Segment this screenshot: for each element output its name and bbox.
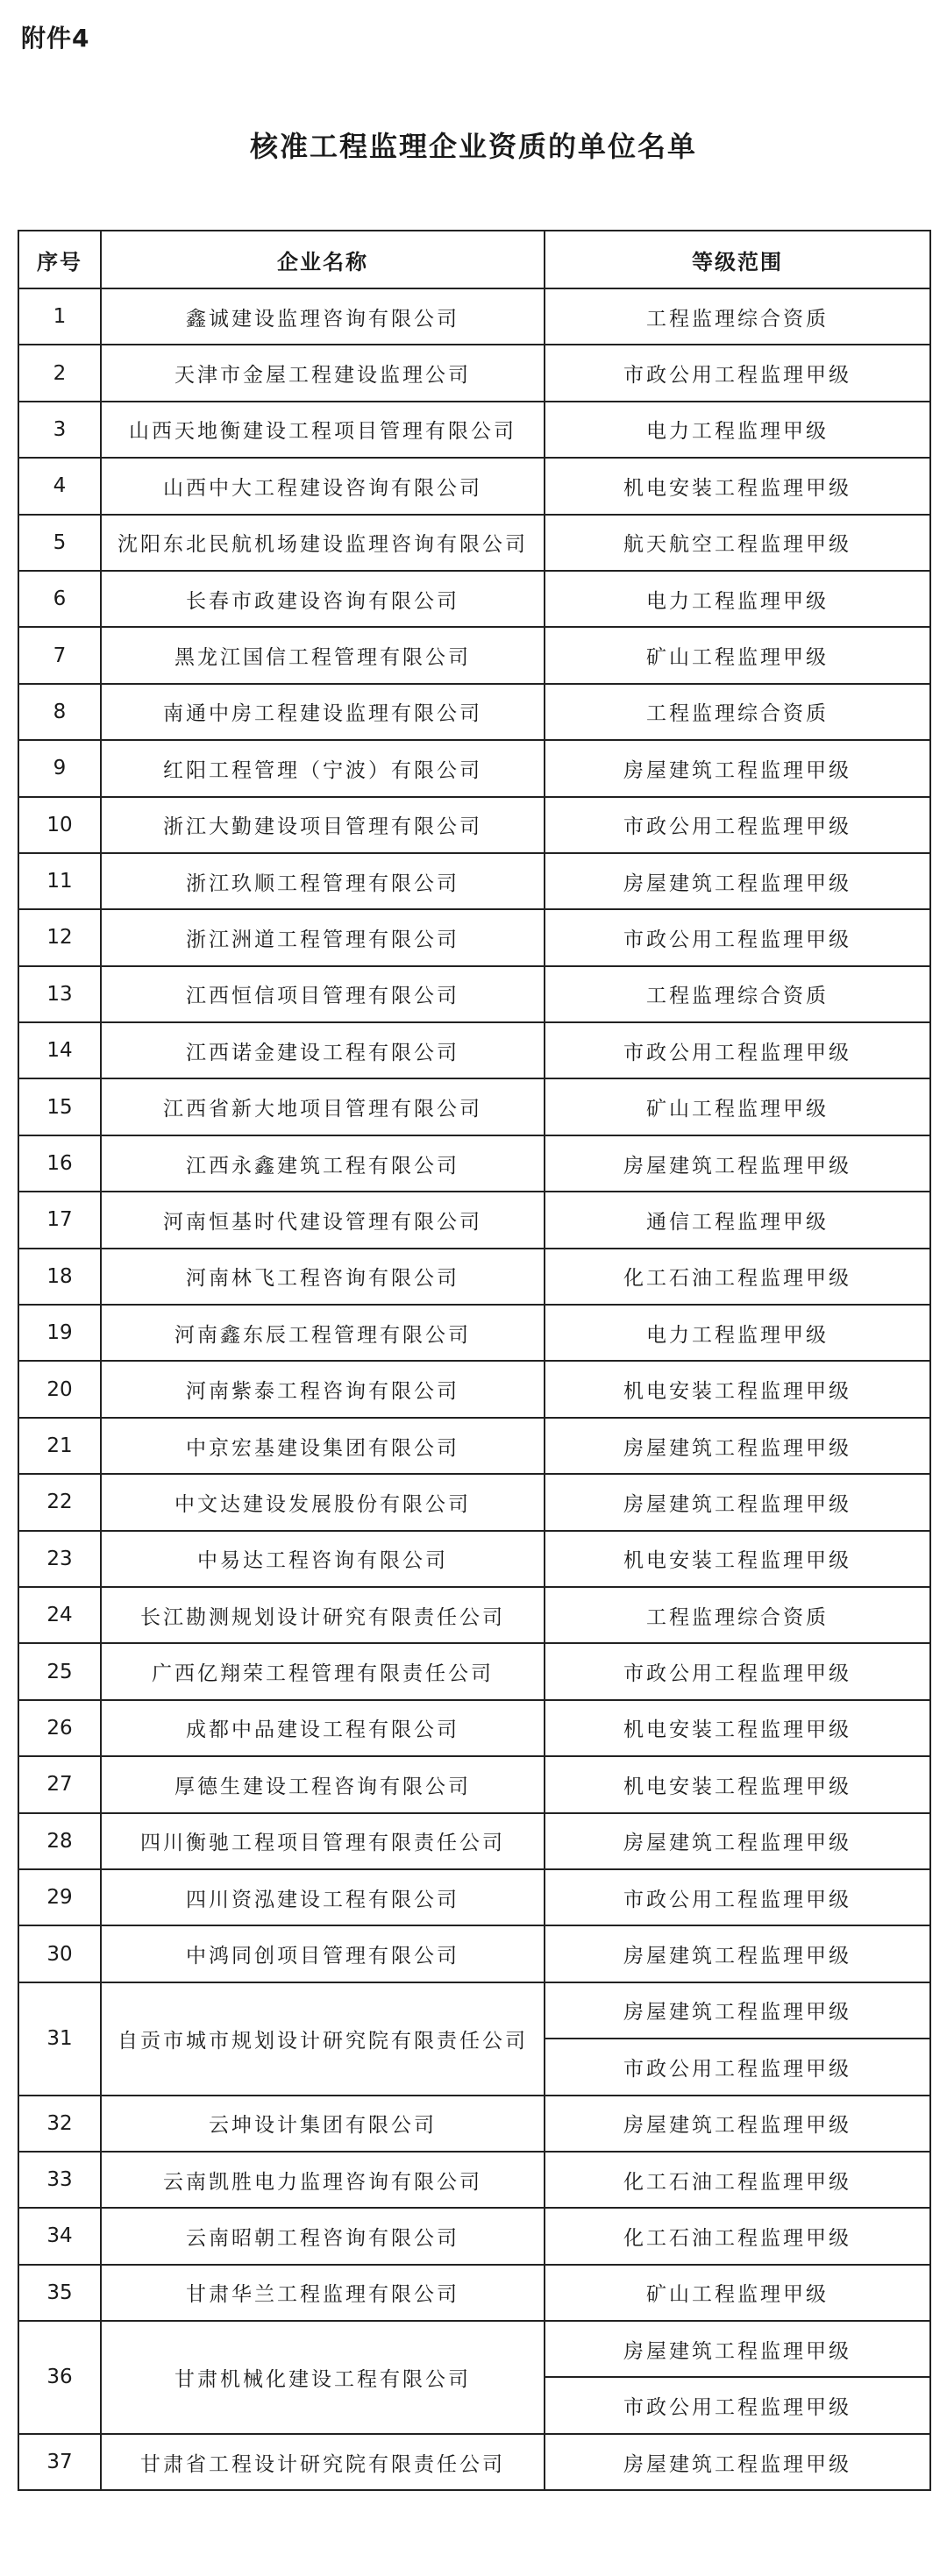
row-number: 12 <box>18 909 101 965</box>
qualification-scope: 矿山工程监理甲级 <box>545 1078 930 1135</box>
row-number: 22 <box>18 1474 101 1530</box>
qualification-scope: 市政公用工程监理甲级 <box>545 909 930 965</box>
column-header-name: 企业名称 <box>101 231 545 288</box>
column-header-number: 序号 <box>18 231 101 288</box>
row-number: 36 <box>18 2321 101 2434</box>
qualification-scope: 机电安装工程监理甲级 <box>545 1531 930 1587</box>
table-row <box>18 2434 930 2490</box>
row-number: 18 <box>18 1249 101 1305</box>
table-row <box>18 515 930 571</box>
table-row <box>18 1700 930 1756</box>
enterprise-name: 天津市金屋工程建设监理公司 <box>101 345 545 401</box>
table-row <box>18 458 930 514</box>
row-number: 31 <box>18 1982 101 2096</box>
row-number: 27 <box>18 1756 101 1812</box>
enterprise-name: 中文达建设发展股份有限公司 <box>101 1474 545 1530</box>
enterprise-name: 浙江洲道工程管理有限公司 <box>101 909 545 965</box>
qualification-scope: 房屋建筑工程监理甲级 <box>545 1982 930 2039</box>
enterprise-name: 成都中品建设工程有限公司 <box>101 1700 545 1756</box>
qualification-scope: 矿山工程监理甲级 <box>545 627 930 683</box>
qualification-scope: 市政公用工程监理甲级 <box>545 1869 930 1925</box>
enterprise-name: 河南林飞工程咨询有限公司 <box>101 1249 545 1305</box>
column-header-scope: 等级范围 <box>545 231 930 288</box>
row-number: 4 <box>18 458 101 514</box>
enterprise-name: 河南紫泰工程咨询有限公司 <box>101 1361 545 1417</box>
row-number: 15 <box>18 1078 101 1135</box>
qualification-scope: 化工石油工程监理甲级 <box>545 2208 930 2264</box>
row-number: 2 <box>18 345 101 401</box>
table-row <box>18 571 930 627</box>
enterprise-name: 广西亿翔荣工程管理有限责任公司 <box>101 1643 545 1699</box>
table-row <box>18 1531 930 1587</box>
qualification-scope: 电力工程监理甲级 <box>545 571 930 627</box>
qualification-scope: 市政公用工程监理甲级 <box>545 797 930 853</box>
row-number: 37 <box>18 2434 101 2490</box>
table-row <box>18 684 930 740</box>
document-title: 核准工程监理企业资质的单位名单 <box>249 130 697 163</box>
table-row <box>18 2208 930 2264</box>
row-number: 11 <box>18 853 101 909</box>
row-number: 10 <box>18 797 101 853</box>
qualification-scope: 房屋建筑工程监理甲级 <box>545 2434 930 2490</box>
enterprise-name: 自贡市城市规划设计研究院有限责任公司 <box>101 1982 545 2096</box>
qualification-scope: 市政公用工程监理甲级 <box>545 1022 930 1078</box>
table-row <box>18 853 930 909</box>
qualification-scope: 房屋建筑工程监理甲级 <box>545 1474 930 1530</box>
row-number: 29 <box>18 1869 101 1925</box>
table-row <box>18 1361 930 1417</box>
row-number: 30 <box>18 1925 101 1982</box>
qualification-scope: 工程监理综合资质 <box>545 684 930 740</box>
table-row <box>18 1192 930 1248</box>
row-number: 20 <box>18 1361 101 1417</box>
enterprise-table <box>18 230 931 2491</box>
row-number: 8 <box>18 684 101 740</box>
qualification-scope: 房屋建筑工程监理甲级 <box>545 853 930 909</box>
row-number: 21 <box>18 1418 101 1474</box>
enterprise-name: 山西天地衡建设工程项目管理有限公司 <box>101 402 545 458</box>
table-row <box>18 2321 930 2377</box>
row-number: 13 <box>18 966 101 1022</box>
table-row <box>18 797 930 853</box>
qualification-scope: 市政公用工程监理甲级 <box>545 2039 930 2095</box>
row-number: 26 <box>18 1700 101 1756</box>
table-row <box>18 345 930 401</box>
enterprise-name: 厚德生建设工程咨询有限公司 <box>101 1756 545 1812</box>
table-row <box>18 1418 930 1474</box>
row-number: 5 <box>18 515 101 571</box>
row-number: 16 <box>18 1135 101 1192</box>
row-number: 25 <box>18 1643 101 1699</box>
row-number: 28 <box>18 1813 101 1869</box>
enterprise-name: 河南恒基时代建设管理有限公司 <box>101 1192 545 1248</box>
table-row <box>18 2096 930 2152</box>
qualification-scope: 电力工程监理甲级 <box>545 402 930 458</box>
enterprise-name: 江西诺金建设工程有限公司 <box>101 1022 545 1078</box>
qualification-scope: 航天航空工程监理甲级 <box>545 515 930 571</box>
row-number: 3 <box>18 402 101 458</box>
enterprise-name: 甘肃华兰工程监理有限公司 <box>101 2265 545 2321</box>
qualification-scope: 市政公用工程监理甲级 <box>545 1643 930 1699</box>
enterprise-name: 黑龙江国信工程管理有限公司 <box>101 627 545 683</box>
enterprise-name: 沈阳东北民航机场建设监理咨询有限公司 <box>101 515 545 571</box>
row-number: 34 <box>18 2208 101 2264</box>
enterprise-name: 江西恒信项目管理有限公司 <box>101 966 545 1022</box>
table-row <box>18 2265 930 2321</box>
enterprise-name: 甘肃省工程设计研究院有限责任公司 <box>101 2434 545 2490</box>
enterprise-name: 浙江玖顺工程管理有限公司 <box>101 853 545 909</box>
table-row <box>18 1813 930 1869</box>
table-row <box>18 1078 930 1135</box>
enterprise-name: 长江勘测规划设计研究有限责任公司 <box>101 1587 545 1643</box>
row-number: 23 <box>18 1531 101 1587</box>
qualification-scope: 化工石油工程监理甲级 <box>545 2152 930 2208</box>
qualification-scope: 机电安装工程监理甲级 <box>545 458 930 514</box>
enterprise-name: 甘肃机械化建设工程有限公司 <box>101 2321 545 2434</box>
enterprise-name: 江西省新大地项目管理有限公司 <box>101 1078 545 1135</box>
qualification-scope: 房屋建筑工程监理甲级 <box>545 740 930 796</box>
table-row <box>18 1305 930 1361</box>
enterprise-name: 四川资泓建设工程有限公司 <box>101 1869 545 1925</box>
enterprise-name: 红阳工程管理（宁波）有限公司 <box>101 740 545 796</box>
qualification-scope: 通信工程监理甲级 <box>545 1192 930 1248</box>
qualification-scope: 工程监理综合资质 <box>545 288 930 345</box>
row-number: 35 <box>18 2265 101 2321</box>
qualification-scope: 市政公用工程监理甲级 <box>545 2377 930 2433</box>
row-number: 14 <box>18 1022 101 1078</box>
enterprise-name: 云南昭朝工程咨询有限公司 <box>101 2208 545 2264</box>
table-row <box>18 909 930 965</box>
qualification-scope: 化工石油工程监理甲级 <box>545 1249 930 1305</box>
table-row <box>18 288 930 345</box>
row-number: 6 <box>18 571 101 627</box>
table-row <box>18 1982 930 2039</box>
qualification-scope: 房屋建筑工程监理甲级 <box>545 1813 930 1869</box>
row-number: 17 <box>18 1192 101 1248</box>
table-row <box>18 1022 930 1078</box>
table-row <box>18 1925 930 1982</box>
qualification-scope: 房屋建筑工程监理甲级 <box>545 2096 930 2152</box>
enterprise-name: 河南鑫东辰工程管理有限公司 <box>101 1305 545 1361</box>
row-number: 32 <box>18 2096 101 2152</box>
enterprise-name: 中鸿同创项目管理有限公司 <box>101 1925 545 1982</box>
enterprise-name: 南通中房工程建设监理有限公司 <box>101 684 545 740</box>
table-row <box>18 1474 930 1530</box>
enterprise-name: 四川衡驰工程项目管理有限责任公司 <box>101 1813 545 1869</box>
enterprise-name: 中京宏基建设集团有限公司 <box>101 1418 545 1474</box>
table-row <box>18 1756 930 1812</box>
qualification-scope: 工程监理综合资质 <box>545 966 930 1022</box>
table-row <box>18 1249 930 1305</box>
qualification-scope: 市政公用工程监理甲级 <box>545 345 930 401</box>
table-row <box>18 1869 930 1925</box>
table-body <box>18 288 930 2490</box>
row-number: 9 <box>18 740 101 796</box>
qualification-scope: 房屋建筑工程监理甲级 <box>545 2321 930 2377</box>
qualification-scope: 机电安装工程监理甲级 <box>545 1700 930 1756</box>
enterprise-name: 长春市政建设咨询有限公司 <box>101 571 545 627</box>
row-number: 24 <box>18 1587 101 1643</box>
table-row <box>18 627 930 683</box>
table-row <box>18 1643 930 1699</box>
qualification-scope: 电力工程监理甲级 <box>545 1305 930 1361</box>
enterprise-name: 云南凯胜电力监理咨询有限公司 <box>101 2152 545 2208</box>
table-row <box>18 740 930 796</box>
qualification-scope: 矿山工程监理甲级 <box>545 2265 930 2321</box>
enterprise-name: 浙江大勤建设项目管理有限公司 <box>101 797 545 853</box>
qualification-scope: 机电安装工程监理甲级 <box>545 1361 930 1417</box>
enterprise-name: 江西永鑫建筑工程有限公司 <box>101 1135 545 1192</box>
attachment-label: 附件4 <box>21 24 90 53</box>
table-row <box>18 966 930 1022</box>
row-number: 19 <box>18 1305 101 1361</box>
enterprise-name: 云坤设计集团有限公司 <box>101 2096 545 2152</box>
qualification-scope: 机电安装工程监理甲级 <box>545 1756 930 1812</box>
qualification-scope: 房屋建筑工程监理甲级 <box>545 1135 930 1192</box>
row-number: 1 <box>18 288 101 345</box>
row-number: 7 <box>18 627 101 683</box>
enterprise-name: 中易达工程咨询有限公司 <box>101 1531 545 1587</box>
row-number: 33 <box>18 2152 101 2208</box>
qualification-scope: 房屋建筑工程监理甲级 <box>545 1925 930 1982</box>
table-row <box>18 2152 930 2208</box>
qualification-scope: 房屋建筑工程监理甲级 <box>545 1418 930 1474</box>
table-row <box>18 1587 930 1643</box>
table-row <box>18 402 930 458</box>
table-header-row <box>18 231 930 288</box>
qualification-scope: 工程监理综合资质 <box>545 1587 930 1643</box>
enterprise-name: 鑫诚建设监理咨询有限公司 <box>101 288 545 345</box>
enterprise-name: 山西中大工程建设咨询有限公司 <box>101 458 545 514</box>
table-row <box>18 1135 930 1192</box>
